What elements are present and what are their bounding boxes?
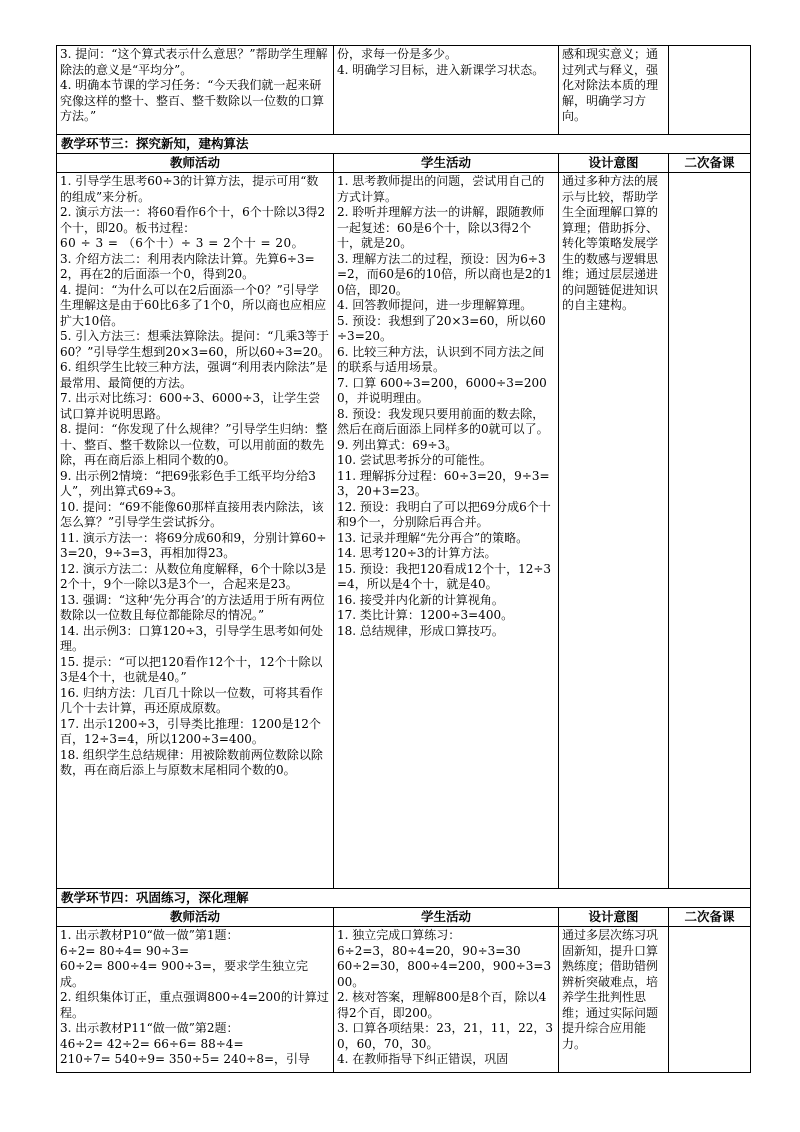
header-teacher-activity: 教师活动: [57, 154, 334, 173]
text-line: 1. 出示教材P10“做一做”第1题：: [60, 928, 239, 942]
text-line: 5. 预设：我想到了20×3=60，所以60÷3=20。: [337, 313, 546, 343]
text-line: 46÷2= 42÷2= 66÷6= 88÷4=: [60, 1036, 244, 1051]
header-revision: 二次备课: [669, 908, 751, 927]
text-line: 16. 归纳方法：几百几十除以一位数，可将其看作几个十去计算，再还原成原数。: [60, 685, 323, 715]
text-line: 10. 提问：“69不能像60那样直接用表内除法，该怎么算？”引导学生尝试拆分。: [60, 499, 324, 529]
text-line: 8. 提问：“你发现了什么规律？”引导学生归纳：整十、整百、整千数除以一位数，可以用前面的数先除，再在商后添上相同个数的0。: [60, 422, 328, 467]
content-row: [57, 173, 751, 889]
text-line: 15. 预设：我把120看成12个十，12÷3=4，所以是4个十，就是40。: [337, 561, 552, 591]
text-line: 12. 预设：我明白了可以把69分成6个十和9个一，分别除后再合并。: [337, 499, 551, 529]
text-line: 1. 思考教师提出的问题，尝试用自己的方式计算。: [337, 174, 545, 204]
continuation-row: [57, 46, 751, 135]
text-line: 10. 尝试思考拆分的可能性。: [337, 453, 492, 467]
section-title: 教学环节四：巩固练习，深化理解: [57, 889, 751, 908]
text-line: 17. 出示1200÷3，引导类比推理：1200是12个百，12÷3=4，所以1200÷3=400。: [60, 716, 321, 746]
text-line: 60÷2=30，800÷4=200，900÷3=300。: [337, 959, 552, 989]
lesson-plan-table: [56, 45, 751, 1073]
student-activity-cell: [334, 173, 559, 889]
student-activity-cell: [334, 927, 559, 1073]
text-line: 60 ÷ 3 = （6个十）÷ 3 = 2个十 = 20。: [60, 236, 305, 250]
text-line: 18. 总结规律，形成口算技巧。: [337, 623, 504, 638]
text-line: 5. 引入方法三：想乘法算除法。提问：“几乘3等于60？”引导学生想到20×3=60，所以60÷3=20。: [60, 329, 330, 359]
section-title: 教学环节三：探究新知，建构算法: [57, 135, 751, 154]
text-line: 6÷2= 80÷4= 90÷3=: [60, 943, 190, 958]
design-intent-cell: [559, 927, 669, 1073]
text-line: 14. 思考120÷3的计算方法。: [337, 546, 497, 560]
text-line: 17. 类比计算：1200÷3=400。: [337, 608, 514, 622]
text-line: 13. 强调：“这种‘先分再合’的方法适用于所有两位数除以一位数且每位都能除尽的情况。”: [60, 592, 325, 622]
design-intent-cell: [559, 173, 669, 889]
text-line: 11. 理解拆分过程：60÷3=20，9÷3=3，20+3=23。: [337, 468, 550, 498]
text-line: 18. 组织学生总结规律：用被除数前两位数除以除数，再在商后添上与原数末尾相同个数的0。: [60, 747, 323, 777]
header-student-activity: 学生活动: [334, 908, 559, 927]
header-revision: 二次备课: [669, 154, 751, 173]
section-title-row: [57, 135, 751, 154]
text-line: 通过多层次练习巩固新知，提升口算熟练度；借助错例辨析突破难点，培养学生批判性思维；通过实际问题提升综合应用能力。: [562, 928, 659, 1051]
text-line: 3. 理解方法二的过程，预设：因为6÷3=2，而60是6的10倍，所以商也是2的10倍，即20。: [337, 251, 553, 297]
content-row: [57, 927, 751, 1073]
text-line: 1. 引导学生思考60÷3的计算方法，提示可用“数的组成”来分析。: [60, 174, 319, 204]
text-line: 感和现实意义；通过列式与释义，强化对除法本质的理解，明确学习方向。: [562, 47, 659, 123]
header-student-activity: 学生活动: [334, 154, 559, 173]
teacher-activity-cell: [57, 46, 334, 135]
text-line: 6. 组织学生比较三种方法，强调“利用表内除法”是最常用、最简便的方法。: [60, 360, 328, 390]
text-line: 6÷2=3，80÷4=20，90÷3=30: [337, 943, 521, 958]
text-line: 2. 核对答案，理解800是8个百，除以4得2个百，即200。: [337, 990, 547, 1020]
text-line: 11. 演示方法一：将69分成60和9，分别计算60÷3=20，9÷3=3，再相加得23。: [60, 530, 327, 560]
text-line: 4. 在教师指导下纠正错误，巩固: [337, 1052, 509, 1066]
text-line: 14. 出示例3：口算120÷3，引导学生思考如何处理。: [60, 623, 324, 653]
text-line: 13. 记录并理解“先分再合”的策略。: [337, 530, 529, 545]
text-line: 7. 口算 600÷3=200，6000÷3=2000，并说明理由。: [337, 375, 547, 405]
header-design-intent: 设计意图: [559, 908, 669, 927]
text-line: 4. 回答教师提问，进一步理解算理。: [337, 298, 533, 312]
text-line: 3. 出示教材P11“做一做”第2题：: [60, 1021, 239, 1035]
header-design-intent: 设计意图: [559, 154, 669, 173]
teacher-activity-cell: [57, 173, 334, 889]
revision-cell: [669, 173, 751, 889]
text-line: 15. 提示：“可以把120看作12个十，12个十除以3是4个十，也就是40。”: [60, 654, 323, 684]
header-row: [57, 154, 751, 173]
text-line: 2. 演示方法一：将60看作6个十，6个十除以3得2个十，即20。板书过程：: [60, 205, 326, 235]
revision-cell: [669, 46, 751, 135]
text-line: 3. 提问：“这个算式表示什么意思？”帮助学生理解除法的意义是“平均分”。: [60, 47, 328, 77]
text-line: 1. 独立完成口算练习：: [337, 928, 461, 942]
text-line: 8. 预设：我发现只要用前面的数去除，然后在商后面添上同样多的0就可以了。: [337, 406, 549, 436]
section-title-row: [57, 889, 751, 908]
text-line: 7. 出示对比练习：600÷3、6000÷3，让学生尝试口算并说明思路。: [60, 391, 321, 421]
text-line: 2. 组织集体订正，重点强调800÷4=200的计算过程。: [60, 990, 329, 1020]
text-line: 9. 出示例2情境：“把69张彩色手工纸平均分给3人”，列出算式69÷3。: [60, 468, 316, 498]
text-line: 份，求每一份是多少。: [337, 47, 458, 61]
text-line: 3. 介绍方法二：利用表内除法计算。先算6÷3=2，再在2的后面添一个0，得到20。: [60, 251, 315, 281]
text-line: 6. 比较三种方法，认识到不同方法之间的联系与适用场景。: [337, 344, 545, 374]
text-line: 3. 口算各项结果：23，21，11，22，30，60，70，30。: [337, 1021, 553, 1051]
text-line: 4. 提问：“为什么可以在2后面添一个0？”引导学生理解这是由于60比6多了1个0，所以商也应相应扩大10倍。: [60, 282, 327, 328]
text-line: 4. 明确本节课的学习任务：“今天我们就一起来研究像这样的整十、整百、整千数除以一位数的口算方法。”: [60, 78, 325, 123]
header-row: [57, 908, 751, 927]
lesson-plan-page: [56, 45, 750, 1073]
text-line: 60÷2= 800÷4= 900÷3=，要求学生独立完成。: [60, 959, 308, 989]
text-line: 16. 接受并内化新的计算视角。: [337, 592, 504, 607]
student-activity-cell: [334, 46, 559, 135]
text-line: 通过多种方法的展示与比较，帮助学生全面理解口算的算理；借助拆分、转化等策略发展学生的数感与逻辑思维；通过层层递进的问题链促进知识的自主建构。: [562, 174, 659, 312]
text-line: 2. 聆听并理解方法一的讲解，跟随教师一起复述：60是6个十，除以3得2个十，就是20。: [337, 205, 545, 250]
teacher-activity-cell: [57, 927, 334, 1073]
revision-cell: [669, 927, 751, 1073]
text-line: 12. 演示方法二：从数位角度解释，6个十除以3是2个十，9个一除以3是3个一，合起来是23。: [60, 561, 327, 591]
header-teacher-activity: 教师活动: [57, 908, 334, 927]
text-line: 4. 明确学习目标，进入新课学习状态。: [337, 62, 545, 77]
design-intent-cell: [559, 46, 669, 135]
text-line: 210÷7= 540÷9= 350÷5= 240÷8=，引导: [60, 1052, 311, 1066]
text-line: 9. 列出算式：69÷3。: [337, 437, 458, 452]
